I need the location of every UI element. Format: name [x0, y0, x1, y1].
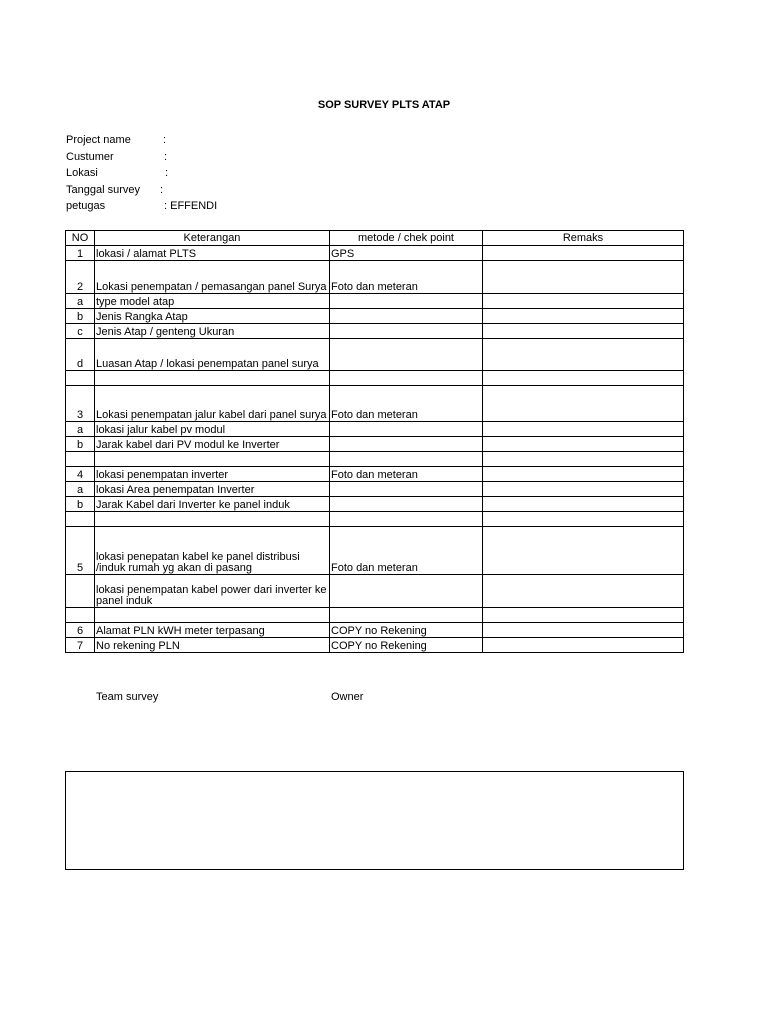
col-header-keterangan: Keterangan	[95, 231, 330, 246]
cell-remaks	[483, 482, 684, 497]
info-value: :	[160, 183, 164, 196]
cell-metode	[330, 575, 483, 608]
cell-remaks	[483, 386, 684, 422]
cell-no: b	[66, 437, 95, 452]
table-row	[66, 512, 684, 527]
cell-keterangan: lokasi penempatan inverter	[95, 467, 330, 482]
cell-metode	[330, 452, 483, 467]
cell-keterangan: Jenis Atap / genteng Ukuran	[95, 324, 330, 339]
cell-metode: Foto dan meteran	[330, 527, 483, 575]
table-row	[66, 452, 684, 467]
cell-remaks	[483, 422, 684, 437]
cell-remaks	[483, 512, 684, 527]
cell-no: a	[66, 482, 95, 497]
cell-metode	[330, 324, 483, 339]
cell-metode: COPY no Rekening	[330, 623, 483, 638]
cell-no: 3	[66, 386, 95, 422]
notes-box	[65, 771, 684, 870]
table-row	[66, 422, 684, 437]
table-row	[66, 324, 684, 339]
table-row	[66, 623, 684, 638]
cell-no: 1	[66, 246, 95, 261]
cell-no: d	[66, 339, 95, 371]
cell-no: 5	[66, 527, 95, 575]
cell-remaks	[483, 339, 684, 371]
info-value: : EFFENDI	[164, 200, 218, 212]
cell-remaks	[483, 437, 684, 452]
table-row	[66, 638, 684, 653]
cell-no	[66, 512, 95, 527]
table-row	[66, 261, 684, 294]
cell-remaks	[483, 467, 684, 482]
cell-keterangan	[95, 512, 330, 527]
survey-table	[65, 230, 684, 653]
cell-no: 7	[66, 638, 95, 653]
cell-keterangan: Lokasi penempatan jalur kabel dari panel surya	[95, 386, 330, 422]
cell-keterangan	[95, 452, 330, 467]
table-row	[66, 527, 684, 575]
col-header-no: NO	[66, 231, 95, 246]
cell-remaks	[483, 623, 684, 638]
cell-no: b	[66, 309, 95, 324]
info-label: Tanggal survey	[66, 183, 140, 196]
cell-metode: COPY no Rekening	[330, 638, 483, 653]
cell-metode	[330, 608, 483, 623]
table-body	[66, 246, 684, 653]
cell-metode	[330, 339, 483, 371]
cell-remaks	[483, 324, 684, 339]
cell-metode: Foto dan meteran	[330, 386, 483, 422]
table-row	[66, 294, 684, 309]
cell-remaks	[483, 452, 684, 467]
cell-no: b	[66, 497, 95, 512]
cell-keterangan: lokasi / alamat PLTS	[95, 246, 330, 261]
cell-keterangan: Alamat PLN kWH meter terpasang	[95, 623, 330, 638]
cell-metode: Foto dan meteran	[330, 261, 483, 294]
table-row	[66, 497, 684, 512]
document-title: SOP SURVEY PLTS ATAP	[317, 99, 451, 111]
cell-keterangan: No rekening PLN	[95, 638, 330, 653]
cell-no	[66, 608, 95, 623]
cell-no	[66, 452, 95, 467]
cell-no: a	[66, 294, 95, 309]
cell-no: a	[66, 422, 95, 437]
cell-keterangan: lokasi penepatan kabel ke panel distribusi /induk rumah yg akan di pasang	[95, 527, 330, 575]
cell-metode	[330, 512, 483, 527]
table-row	[66, 246, 684, 261]
info-value: :	[165, 167, 169, 179]
col-header-remaks: Remaks	[483, 231, 684, 246]
table-row	[66, 575, 684, 608]
cell-keterangan: lokasi Area penempatan Inverter	[95, 482, 330, 497]
cell-metode	[330, 294, 483, 309]
cell-metode: GPS	[330, 246, 483, 261]
col-header-metode: metode / chek point	[330, 231, 483, 246]
cell-remaks	[483, 246, 684, 261]
cell-no	[66, 575, 95, 608]
cell-metode	[330, 437, 483, 452]
table-row	[66, 309, 684, 324]
table-row	[66, 467, 684, 482]
cell-remaks	[483, 294, 684, 309]
cell-metode	[330, 309, 483, 324]
cell-metode	[330, 482, 483, 497]
cell-no: 2	[66, 261, 95, 294]
cell-no: 4	[66, 467, 95, 482]
table-row	[66, 339, 684, 371]
info-label: Custumer	[66, 150, 114, 163]
cell-remaks	[483, 527, 684, 575]
cell-keterangan: Luasan Atap / lokasi penempatan panel surya	[95, 339, 330, 371]
cell-remaks	[483, 261, 684, 294]
cell-keterangan: Jarak kabel dari PV modul ke Inverter	[95, 437, 330, 452]
table-row	[66, 482, 684, 497]
cell-keterangan	[95, 371, 330, 386]
cell-keterangan: lokasi penempatan kabel power dari inverter ke panel induk	[95, 575, 330, 608]
table-row	[66, 371, 684, 386]
table-header-row	[66, 231, 684, 246]
table-row	[66, 437, 684, 452]
cell-remaks	[483, 371, 684, 386]
owner-label: Owner	[331, 691, 364, 703]
info-value: :	[164, 150, 168, 163]
cell-metode	[330, 497, 483, 512]
cell-remaks	[483, 638, 684, 653]
cell-no: c	[66, 324, 95, 339]
table-row	[66, 386, 684, 422]
cell-keterangan: Jenis Rangka Atap	[95, 309, 330, 324]
cell-remaks	[483, 575, 684, 608]
info-label: Lokasi	[66, 167, 98, 179]
cell-remaks	[483, 608, 684, 623]
cell-keterangan	[95, 608, 330, 623]
cell-no: 6	[66, 623, 95, 638]
cell-keterangan: type model atap	[95, 294, 330, 309]
cell-metode	[330, 422, 483, 437]
team-survey-label: Team survey	[96, 691, 159, 703]
cell-no	[66, 371, 95, 386]
cell-metode	[330, 371, 483, 386]
info-value: :	[163, 134, 167, 146]
cell-keterangan: lokasi jalur kabel pv modul	[95, 422, 330, 437]
cell-keterangan: Lokasi penempatan / pemasangan panel Surya	[95, 261, 330, 294]
table-row	[66, 608, 684, 623]
info-label: Project name	[66, 134, 131, 146]
cell-remaks	[483, 497, 684, 512]
info-label: petugas	[66, 200, 106, 212]
cell-remaks	[483, 309, 684, 324]
cell-keterangan: Jarak Kabel dari Inverter ke panel induk	[95, 497, 330, 512]
cell-metode: Foto dan meteran	[330, 467, 483, 482]
